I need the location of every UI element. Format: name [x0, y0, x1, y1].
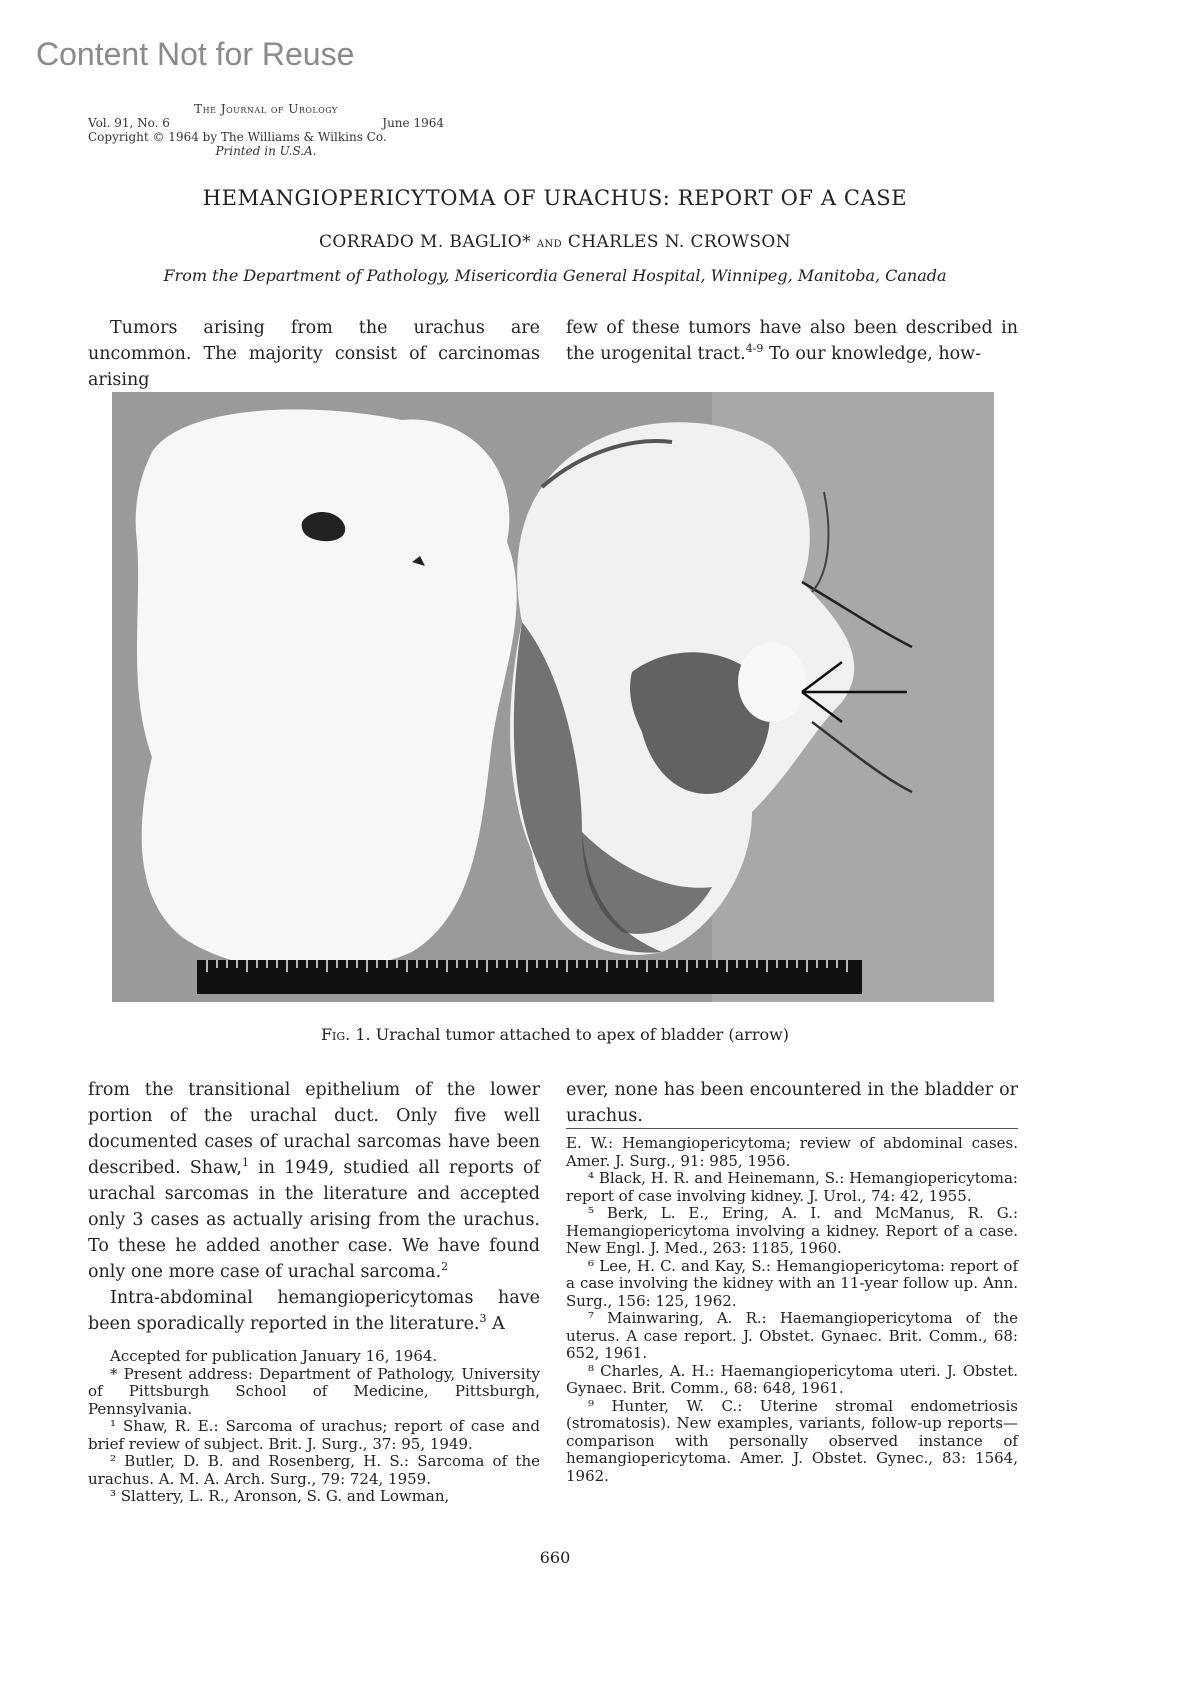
intro-paragraph-continued	[566, 315, 1018, 367]
text-run: few of these tumors have also been described in the urogenital tract.	[566, 318, 1018, 364]
text-run: in 1949, studied all reports of urachal sarcomas in the literature and accepted only 3 cases as actually arising from the urachus. To these he added another case. We have found only one more case of urachal sarcoma.	[88, 1158, 540, 1282]
reference-4: ⁴ Black, H. R. and Heinemann, S.: Hemangiopericytoma: report of case involving kidney. J. Urol., 74: 42, 1955.	[566, 1169, 1018, 1205]
reference-3: ³ Slattery, L. R., Aronson, S. G. and Lowman,	[110, 1487, 450, 1505]
copyright-line: Copyright © 1964 by The Williams & Wilkins Co.	[88, 130, 387, 144]
journal-masthead	[88, 102, 444, 158]
figure-1-tumor-photograph	[112, 392, 994, 1002]
reference-2: ² Butler, D. B. and Rosenberg, H. S.: Sarcoma of the urachus. A. M. A. Arch. Surg., 79: 724, 1959.	[88, 1452, 540, 1488]
footnotes-left	[88, 1348, 540, 1506]
body-column-2-bottom	[566, 1077, 1018, 1129]
author-baglio: CORRADO M. BAGLIO*	[319, 232, 532, 252]
author-affiliation: From the Department of Pathology, Misericordia General Hospital, Winnipeg, Manitoba, Canada	[163, 266, 947, 285]
author-conjunction: and	[536, 235, 563, 251]
footnote-accepted: Accepted for publication January 16, 1964.	[110, 1347, 438, 1365]
figure-label: Fig. 1.	[320, 1025, 371, 1044]
intro-paragraph-start: Tumors arising from the urachus are uncommon. The majority consist of carcinomas arising	[88, 318, 540, 390]
article-title: HEMANGIOPERICYTOMA OF URACHUS: REPORT OF A CASE	[202, 186, 908, 210]
journal-name: The Journal of Urology	[194, 102, 338, 116]
reference-7: ⁷ Mainwaring, A. R.: Haemangiopericytoma of the uterus. A case report. J. Obstet. Gynaec. Brit. Comm., 68: 652, 1961.	[566, 1309, 1018, 1362]
text-run: from the transitional epithelium of the lower portion of the urachal duct. Only five well documented cases of urachal sarcomas have been described. Shaw,	[88, 1080, 540, 1178]
article-authors	[0, 232, 1110, 252]
reference-8: ⁸ Charles, A. H.: Haemangiopericytoma uteri. J. Obstet. Gynaec. Brit. Comm., 68: 648, 1961.	[566, 1361, 1018, 1397]
author-crowson: CHARLES N. CROWSON	[567, 232, 791, 252]
closing-sentence: ever, none has been encountered in the bladder or urachus.	[566, 1080, 1018, 1126]
citation-superscript: 3	[479, 1312, 487, 1326]
footnote-divider	[566, 1128, 1018, 1129]
text-run: Intra-abdominal hemangiopericytomas have been sporadically reported in the literature.	[88, 1288, 540, 1334]
body-column-1-bottom	[88, 1077, 540, 1337]
body-column-1-top	[88, 315, 540, 393]
footnotes-right	[566, 1135, 1018, 1485]
page-number: 660	[539, 1548, 571, 1567]
text-run: A	[486, 1314, 505, 1334]
citation-superscript: 4-9	[745, 342, 764, 356]
reference-9: ⁹ Hunter, W. C.: Uterine stromal endometriosis (stromatosis). New examples, variants, follow-up reports—comparison with personally observed instance of hemangiopericytoma. Amer. J. Obstet. Gynec., 83: 1564, 1962.	[566, 1396, 1018, 1485]
citation-superscript: 2	[441, 1260, 449, 1274]
figure-1-caption	[0, 1025, 1110, 1044]
second-paragraph	[88, 1285, 540, 1337]
issue-date: June 1964	[382, 116, 444, 130]
intro-paragraph-continued-2	[88, 1077, 540, 1285]
volume-row	[88, 116, 444, 130]
printed-in: Printed in U.S.A.	[215, 144, 317, 158]
text-run: To our knowledge, how-	[763, 344, 982, 364]
watermark: Content Not for Reuse	[36, 36, 355, 72]
body-column-2-top	[566, 315, 1018, 367]
citation-superscript: 1	[241, 1156, 249, 1170]
figure-caption-text: Urachal tumor attached to apex of bladder (arrow)	[370, 1025, 790, 1044]
reference-1: ¹ Shaw, R. E.: Sarcoma of urachus; report of case and brief review of subject. Brit. J. Surg., 37: 95, 1949.	[88, 1417, 540, 1453]
reference-3-continued: E. W.: Hemangiopericytoma; review of abdominal cases. Amer. J. Surg., 91: 985, 1956.	[566, 1134, 1018, 1170]
reference-5: ⁵ Berk, L. E., Ering, A. I. and McManus, R. G.: Hemangiopericytoma involving a kidney. Report of a case. New Engl. J. Med., 263: 1185, 1960.	[566, 1204, 1018, 1257]
footnote-present-address: * Present address: Department of Pathology, University of Pittsburgh School of Medicine, Pittsburgh, Pennsylvania.	[88, 1364, 540, 1418]
reference-6: ⁶ Lee, H. C. and Kay, S.: Hemangiopericytoma: report of a case involving the kidney with an 11-year follow up. Ann. Surg., 156: 125, 1962.	[566, 1256, 1018, 1310]
tumor-specimen-photo	[112, 392, 994, 1002]
volume-number: Vol. 91, No. 6	[88, 116, 170, 130]
